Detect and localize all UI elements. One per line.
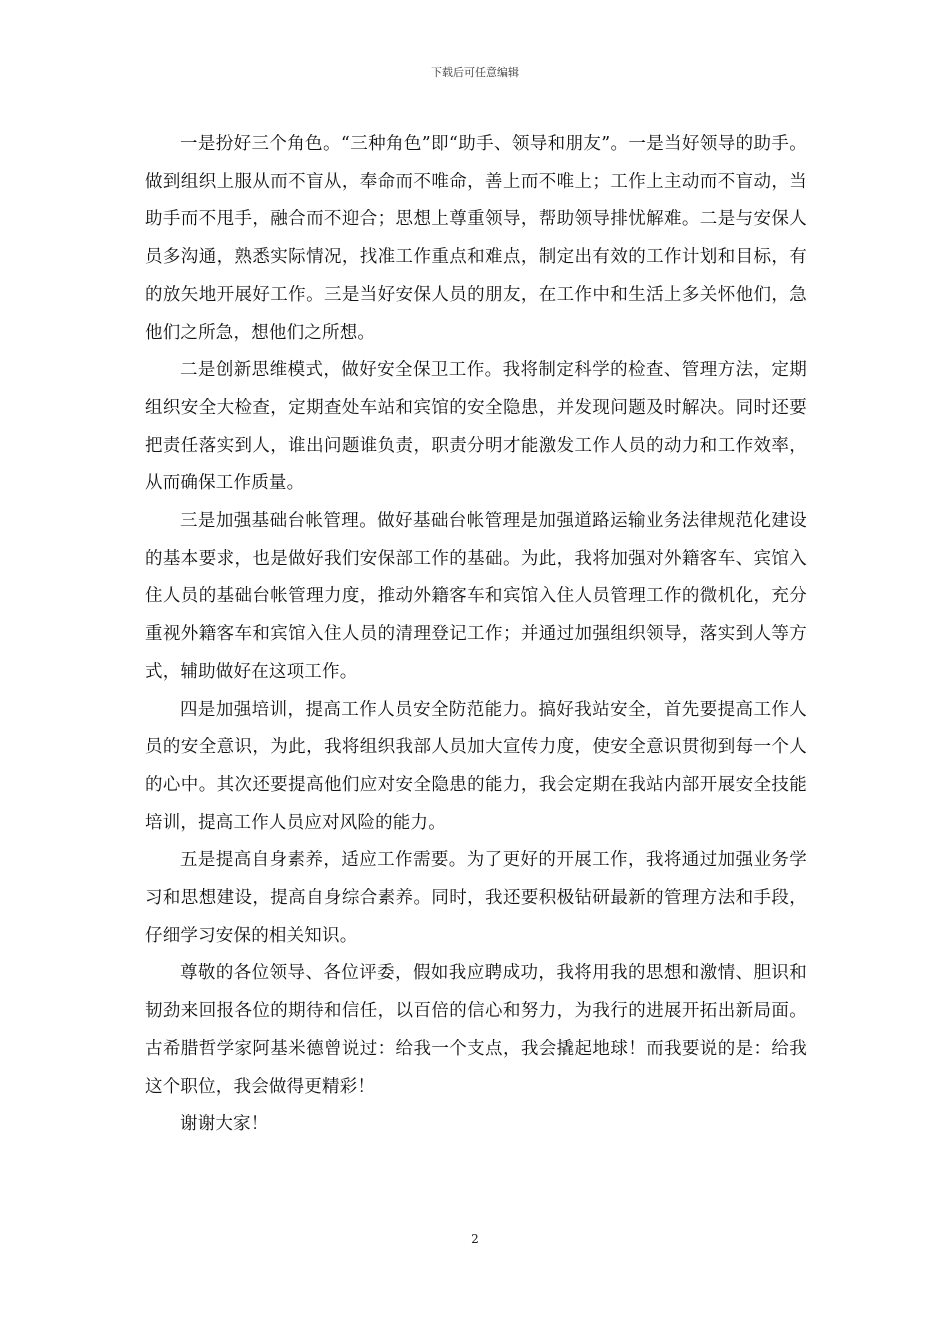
paragraph-training: 四是加强培训，提高工作人员安全防范能力。搞好我站安全，首先要提高工作人员的安全意识，为此，我将组织我部人员加大宣传力度，使安全意识贯彻到每一个人的心中。其次还要提高他们应对安全隐患的能力，我会定期在我站内部开展安全技能培训，提高工作人员应对风险的能力。 [145, 699, 807, 833]
paragraph-roles: 一是扮好三个角色。“三种角色”即“助手、领导和朋友”。一是当好领导的助手。做到组织上服从而不盲从，奉命而不唯命，善上而不唯上；工作上主动而不盲动，当助手而不甩手，融合而不迎合；思想上尊重领导，帮助领导排忧解难。二是与安保人员多沟通，熟悉实际情况，找准工作重点和难点，制定出有效的工作计划和目标，有的放矢地开展好工作。三是当好安保人员的朋友，在工作中和生活上多关怀他们，急他们之所急，想他们之所想。 [145, 134, 807, 343]
paragraph-self-improvement: 五是提高自身素养，适应工作需要。为了更好的开展工作，我将通过加强业务学习和思想建设，提高自身综合素养。同时，我还要积极钻研最新的管理方法和手段，仔细学习安保的相关知识。 [145, 850, 807, 946]
paragraph-ledger: 三是加强基础台帐管理。做好基础台帐管理是加强道路运输业务法律规范化建设的基本要求，也是做好我们安保部工作的基础。为此，我将加强对外籍客车、宾馆入住人员的基础台帐管理力度，推动外籍客车和宾馆入住人员管理工作的微机化，充分重视外籍客车和宾馆入住人员的清理登记工作；并通过加强组织领导，落实到人等方式，辅助做好在这项工作。 [145, 511, 807, 682]
paragraph-closing: 尊敬的各位领导、各位评委，假如我应聘成功，我将用我的思想和激情、胆识和韧劲来回报各位的期待和信任，以百倍的信心和努力，为我行的进展开拓出新局面。古希腊哲学家阿基米德曾说过：给我一个支点，我会撬起地球！而我要说的是：给我这个职位，我会做得更精彩！ [145, 963, 807, 1097]
page-header: 下载后可任意编辑 [431, 66, 519, 79]
document-body [145, 126, 807, 1144]
paragraph-security: 二是创新思维模式，做好安全保卫工作。我将制定科学的检查、管理方法，定期组织安全大检查，定期查处车站和宾馆的安全隐患，并发现问题及时解决。同时还要把责任落实到人，谁出问题谁负责，职责分明才能激发工作人员的动力和工作效率，从而确保工作质量。 [145, 360, 807, 494]
paragraph-thanks: 谢谢大家！ [180, 1114, 269, 1135]
page-number: 2 [471, 1232, 479, 1246]
